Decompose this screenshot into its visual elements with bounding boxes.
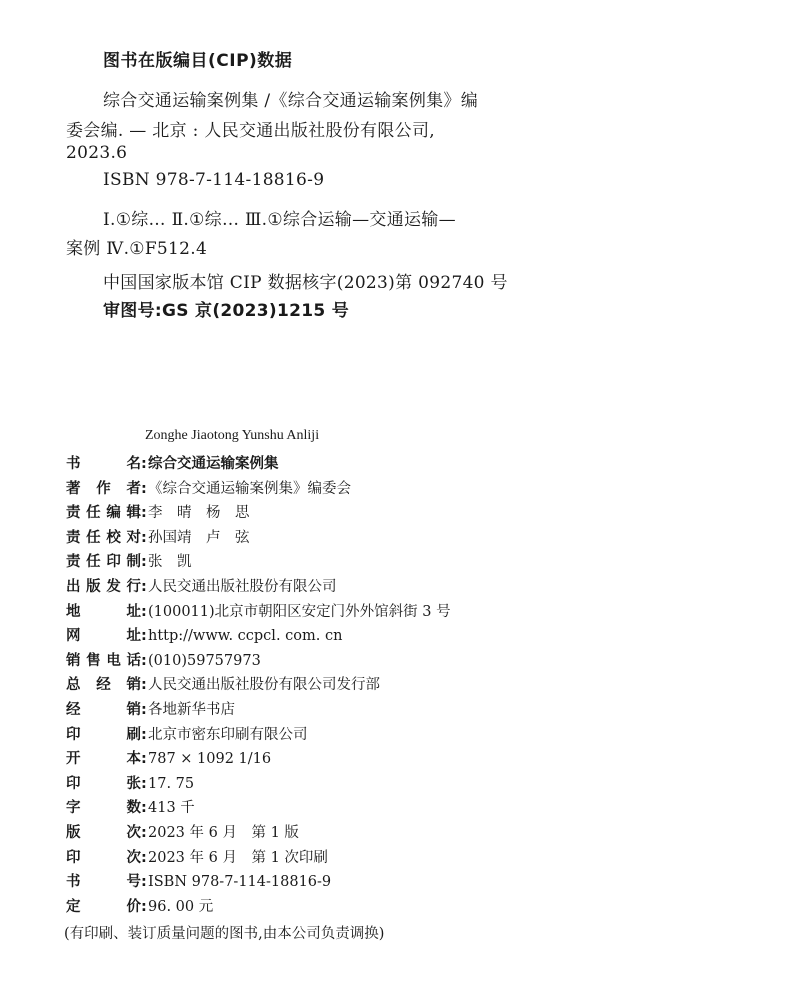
quality-footnote: (有印刷、装订质量问题的图书,由本公司负责调换)	[64, 926, 385, 942]
info-row	[66, 846, 328, 870]
info-value: 17. 75	[148, 775, 195, 792]
info-label: 出 版 发 行	[66, 579, 141, 595]
info-value: 96. 00 元	[148, 898, 214, 915]
info-row	[66, 477, 351, 501]
cip-line-1: 综合交通运输案例集 /《综合交通运输案例集》编	[103, 91, 479, 111]
cip-classification-1: Ⅰ.①综… Ⅱ.①综… Ⅲ.①综合运输—交通运输—	[103, 210, 456, 230]
info-value: 北京市密东印刷有限公司	[148, 726, 308, 743]
info-separator: :	[141, 849, 147, 866]
info-separator: :	[141, 898, 147, 915]
info-row	[66, 723, 308, 747]
info-label: 责 任 印 制	[66, 554, 141, 571]
info-row	[66, 501, 250, 525]
info-separator: :	[141, 702, 147, 718]
info-separator: :	[141, 677, 147, 694]
info-value: (010)59757973	[148, 652, 261, 669]
info-label: 版 次	[66, 825, 141, 841]
info-separator: :	[141, 652, 147, 669]
info-value: 李 晴 杨 思	[148, 505, 250, 522]
info-value: 孙国靖 卢 弦	[148, 529, 250, 546]
info-label: 网 址	[66, 628, 141, 645]
info-separator: :	[141, 579, 147, 595]
info-label: 总 经 销	[66, 677, 141, 694]
info-label: 著 作 者	[66, 480, 141, 497]
info-separator: :	[141, 800, 147, 817]
info-value: 人民交通出版社股份有限公司	[148, 579, 337, 595]
info-separator: :	[141, 825, 147, 841]
info-row	[66, 526, 250, 550]
info-row	[66, 673, 380, 697]
info-separator: :	[141, 874, 147, 891]
info-row	[66, 600, 451, 624]
info-separator: :	[141, 529, 147, 546]
cip-classification-2: 案例 Ⅳ.①F512.4	[66, 239, 208, 259]
info-value: http://www. ccpcl. com. cn	[148, 628, 343, 645]
info-value: (100011)北京市朝阳区安定门外外馆斜街 3 号	[148, 603, 451, 620]
info-row	[66, 895, 213, 919]
info-row	[66, 649, 261, 673]
info-row	[66, 796, 195, 820]
info-value: 张 凯	[148, 554, 192, 571]
info-value: 2023 年 6 月 第 1 次印刷	[148, 849, 328, 866]
info-value: 2023 年 6 月 第 1 版	[148, 825, 299, 841]
info-separator: :	[141, 726, 147, 743]
map-review-number: 审图号:GS 京(2023)1215 号	[103, 301, 350, 321]
info-value: 《综合交通运输案例集》编委会	[148, 480, 351, 497]
cip-line-2: 委会编. — 北京 : 人民交通出版社股份有限公司,	[66, 121, 435, 141]
cip-record-number: 中国国家版本馆 CIP 数据核字(2023)第 092740 号	[103, 273, 508, 293]
info-separator: :	[141, 775, 147, 792]
info-separator: :	[141, 628, 147, 645]
info-value: 人民交通出版社股份有限公司发行部	[148, 677, 380, 694]
info-label: 书 号	[66, 874, 141, 891]
info-row	[66, 821, 299, 845]
info-row	[66, 624, 342, 648]
info-row	[66, 452, 279, 476]
info-label: 开 本	[66, 751, 141, 768]
info-label: 责 任 校 对	[66, 529, 141, 546]
cip-isbn: ISBN 978-7-114-18816-9	[103, 170, 325, 190]
info-row	[66, 550, 192, 574]
info-separator: :	[141, 603, 147, 620]
info-label: 印 次	[66, 849, 141, 866]
info-label: 责 任 编 辑	[66, 505, 141, 522]
info-value: ISBN 978-7-114-18816-9	[148, 874, 332, 891]
info-value: 综合交通运输案例集	[148, 456, 279, 472]
info-row	[66, 870, 331, 894]
info-separator: :	[141, 751, 147, 768]
info-label: 经 销	[66, 702, 141, 718]
cip-title: 图书在版编目(CIP)数据	[103, 51, 293, 71]
info-separator: :	[141, 554, 147, 571]
info-value: 各地新华书店	[148, 702, 235, 718]
info-row	[66, 698, 235, 722]
cip-line-3: 2023.6	[66, 143, 128, 163]
info-separator: :	[141, 456, 147, 472]
info-label: 印 刷	[66, 726, 141, 743]
info-separator: :	[141, 480, 147, 497]
info-label: 字 数	[66, 800, 141, 817]
info-value: 787 × 1092 1/16	[148, 751, 272, 768]
info-row	[66, 772, 194, 796]
info-row	[66, 575, 337, 599]
info-row	[66, 747, 271, 771]
info-label: 书 名	[66, 456, 141, 472]
info-value: 413 千	[148, 800, 195, 817]
info-separator: :	[141, 505, 147, 522]
pinyin-title: Zonghe Jiaotong Yunshu Anliji	[145, 428, 320, 443]
info-label: 销 售 电 话	[66, 652, 141, 669]
info-label: 印 张	[66, 775, 141, 792]
info-label: 地 址	[66, 603, 141, 620]
info-label: 定 价	[66, 898, 141, 915]
